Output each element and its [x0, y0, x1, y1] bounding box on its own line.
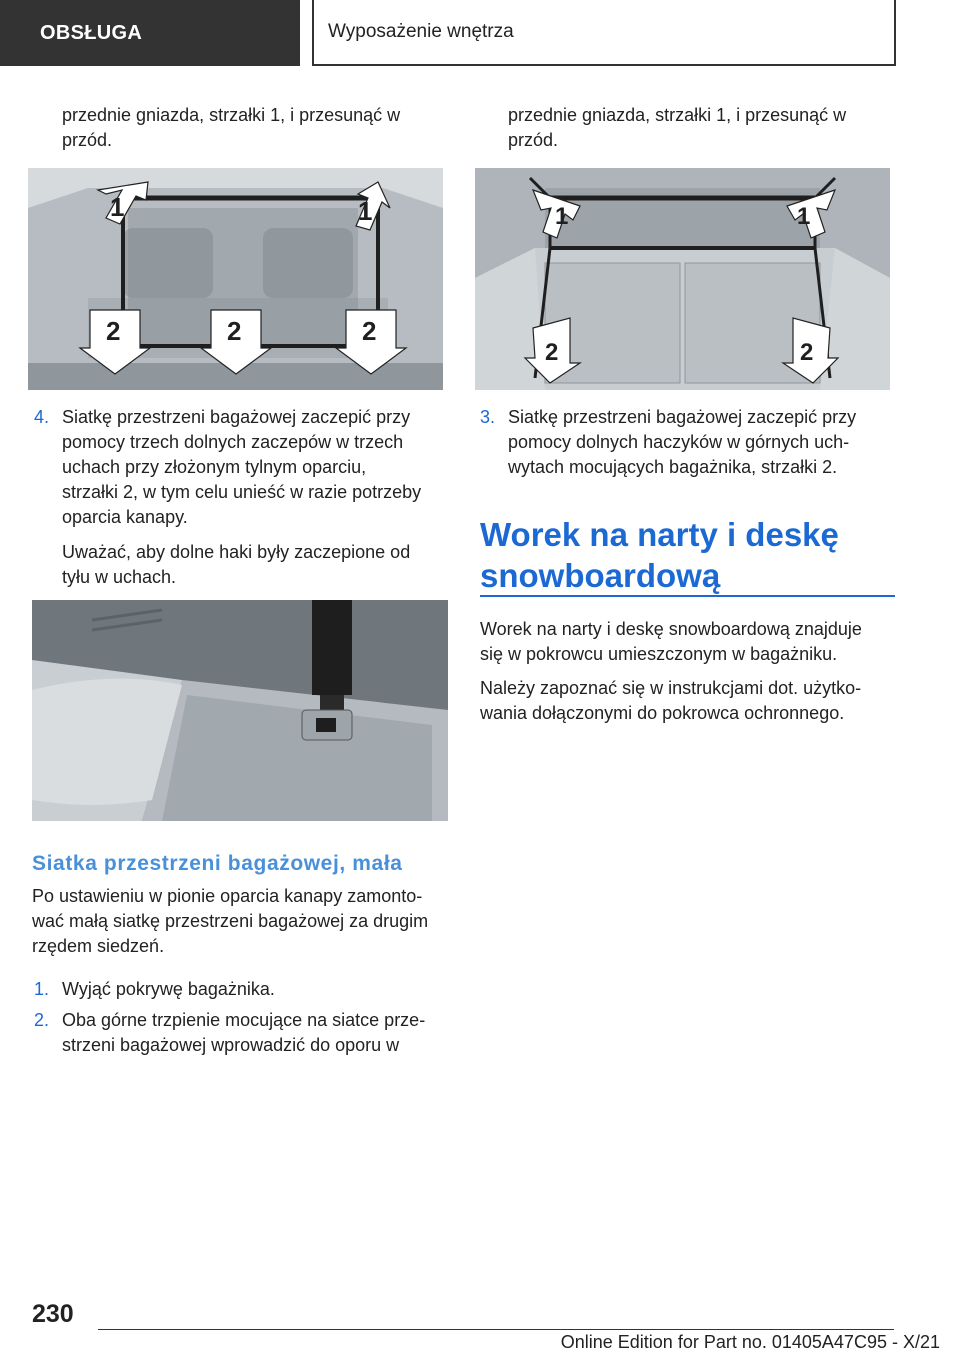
left-intro	[62, 103, 452, 153]
text-line: przód.	[508, 130, 559, 150]
figure-cargo-net-luggage-area	[475, 168, 890, 390]
text-line: przód.	[62, 130, 113, 150]
text-line: się w pokrowcu umieszczonym w bagażniku.	[480, 644, 838, 664]
text-line: Po ustawieniu w pionie oparcia kanapy zamonto-	[32, 886, 423, 906]
text-line: rzędem siedzeń.	[32, 936, 165, 956]
step-number: 4.	[34, 407, 50, 427]
footer-divider	[98, 1329, 894, 1330]
text-line: przednie gniazda, strzałki 1, i przesunąć w	[508, 105, 847, 125]
right-intro	[508, 103, 898, 153]
heading-ski-bag	[480, 514, 900, 596]
text-line: oparcia kanapy.	[62, 507, 188, 527]
heading-line: snowboardową	[480, 557, 721, 594]
arrow-label-1: 1	[110, 192, 125, 222]
subheading-small-net: Siatka przestrzeni bagażowej, mała	[32, 852, 403, 875]
text-line: Siatkę przestrzeni bagażowej zaczepić przy	[62, 407, 411, 427]
text-line: Należy zapoznać się w instrukcjami dot. użytko-	[480, 678, 862, 698]
footer-edition: Online Edition for Part no. 01405A47C95 - X/21	[560, 1332, 940, 1352]
arrow-label-1: 1	[797, 203, 811, 230]
text-line: Oba górne trzpienie mocujące na siatce prze-	[62, 1010, 426, 1030]
arrow-label-2: 2	[106, 316, 121, 346]
arrow-label-2: 2	[800, 339, 814, 366]
heading-line: Worek na narty i deskę	[480, 516, 839, 553]
section-tab	[0, 0, 300, 66]
text-line: pomocy dolnych haczyków w górnych uch-	[508, 432, 850, 452]
arrow-label-2: 2	[227, 316, 242, 346]
step-number: 3.	[480, 407, 496, 427]
chapter-title: Wyposażenie wnętrza	[328, 21, 514, 42]
text-line: tyłu w uchach.	[62, 567, 177, 587]
chapter-tab	[312, 0, 896, 66]
ski-bag-paragraph-1	[480, 617, 900, 667]
figure-cargo-net-installation	[28, 168, 443, 390]
arrow-label-2: 2	[362, 316, 377, 346]
arrow-label-1: 1	[358, 196, 373, 226]
step-number: 2.	[34, 1010, 50, 1030]
section-title: OBSŁUGA	[40, 21, 143, 44]
text-line: przednie gniazda, strzałki 1, i przesunąć w	[62, 105, 401, 125]
text-line: Worek na narty i deskę snowboardową znajduje	[480, 619, 862, 639]
arrow-label-2: 2	[545, 339, 559, 366]
text-line: wać małą siatkę przestrzeni bagażowej za drugim	[32, 911, 429, 931]
text-line: Uważać, aby dolne haki były zaczepione od	[62, 542, 411, 562]
heading-underline	[480, 595, 895, 597]
text-line: strzeni bagażowej wprowadzić do oporu w	[62, 1035, 400, 1055]
text-line: Wyjąć pokrywę bagażnika.	[62, 979, 275, 999]
ski-bag-paragraph-2	[480, 676, 900, 726]
figure-hook-detail	[32, 600, 448, 821]
arrow-label-1: 1	[555, 203, 569, 230]
page-number: 230	[32, 1300, 74, 1328]
text-line: uchach przy złożonym tylnym oparciu,	[62, 457, 367, 477]
text-line: Siatkę przestrzeni bagażowej zaczepić przy	[508, 407, 857, 427]
text-line: pomocy trzech dolnych zaczepów w trzech	[62, 432, 404, 452]
text-line: wania dołączonymi do pokrowca ochronnego.	[480, 703, 845, 723]
text-line: wytach mocujących bagażnika, strzałki 2.	[508, 457, 838, 477]
text-line: strzałki 2, w tym celu unieść w razie potrzeby	[62, 482, 422, 502]
step-number: 1.	[34, 979, 50, 999]
small-net-paragraph	[32, 884, 452, 959]
